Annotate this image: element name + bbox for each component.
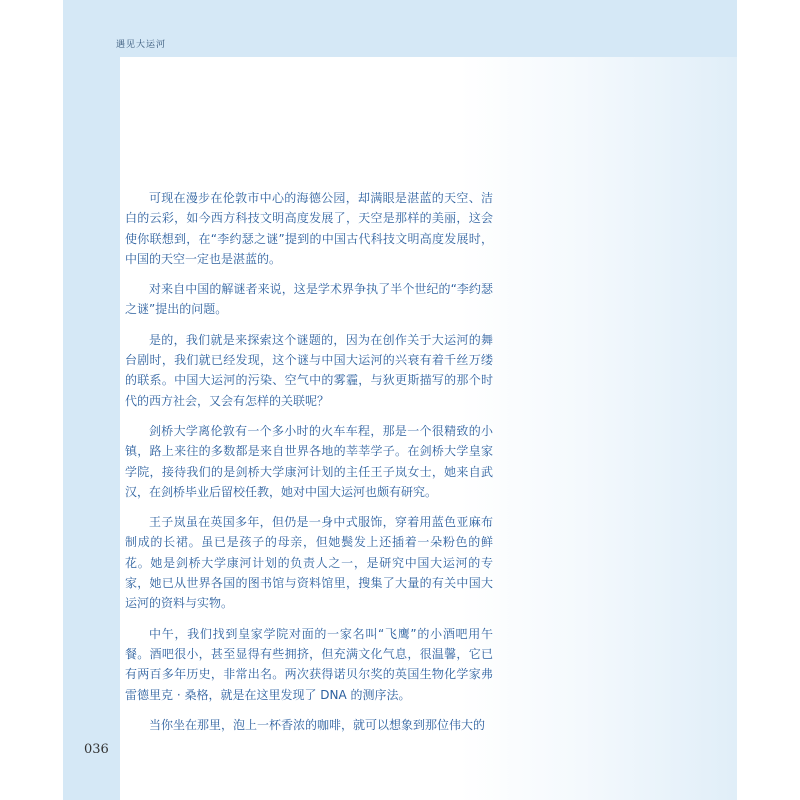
paragraph: 中午，我们找到皇家学院对面的一家名叫“飞鹰”的小酒吧用午餐。酒吧很小，甚至显得有些拥挤，但充满文化气息，很温馨，它已有两百多年历史，非常出名。两次获得诺贝尔奖的英国生物化学家弗雷德里克 · 桑格，就是在这里发现了 DNA 的测序法。: [125, 626, 493, 702]
paragraph: 对来自中国的解谜者来说，这是学术界争执了半个世纪的“李约瑟之谜”提出的问题。: [125, 282, 493, 317]
page-number: 036: [84, 742, 109, 757]
running-header-title: 遇见大运河: [116, 40, 167, 50]
body-text: [125, 188, 493, 745]
paragraph: 剑桥大学离伦敦有一个多小时的火车车程，那是一个很精致的小镇，路上来往的多数都是来自世界各地的莘莘学子。在剑桥大学皇家学院，接待我们的是剑桥大学康河计划的主任王子岚女士，她来自武汉，在剑桥毕业后留校任教，她对中国大运河也颇有研究。: [125, 423, 493, 499]
paragraph: 王子岚虽在英国多年，但仍是一身中式服饰，穿着用蓝色亚麻布制成的长裙。虽已是孩子的母亲，但她鬓发上还插着一朵粉色的鲜花。她是剑桥大学康河计划的负责人之一，是研究中国大运河的专家，她已从世界各国的图书馆与资料馆里，搜集了大量的有关中国大运河的资料与实物。: [125, 515, 493, 611]
paragraph: 是的，我们就是来探索这个谜题的，因为在创作关于大运河的舞台剧时，我们就已经发现，这个谜与中国大运河的兴衰有着千丝万缕的联系。中国大运河的污染、空气中的雾霾，与狄更斯描写的那个时代的西方社会，又会有怎样的关联呢？: [125, 332, 493, 408]
paragraph: 可现在漫步在伦敦市中心的海德公园，却满眼是湛蓝的天空、洁白的云彩，如今西方科技文明高度发展了，天空是那样的美丽，这会使你联想到，在“李约瑟之谜”提到的中国古代科技文明高度发展时，中国的天空一定也是湛蓝的。: [125, 191, 493, 266]
paragraph: 当你坐在那里，泡上一杯香浓的咖啡，就可以想象到那位伟大的: [149, 717, 486, 732]
